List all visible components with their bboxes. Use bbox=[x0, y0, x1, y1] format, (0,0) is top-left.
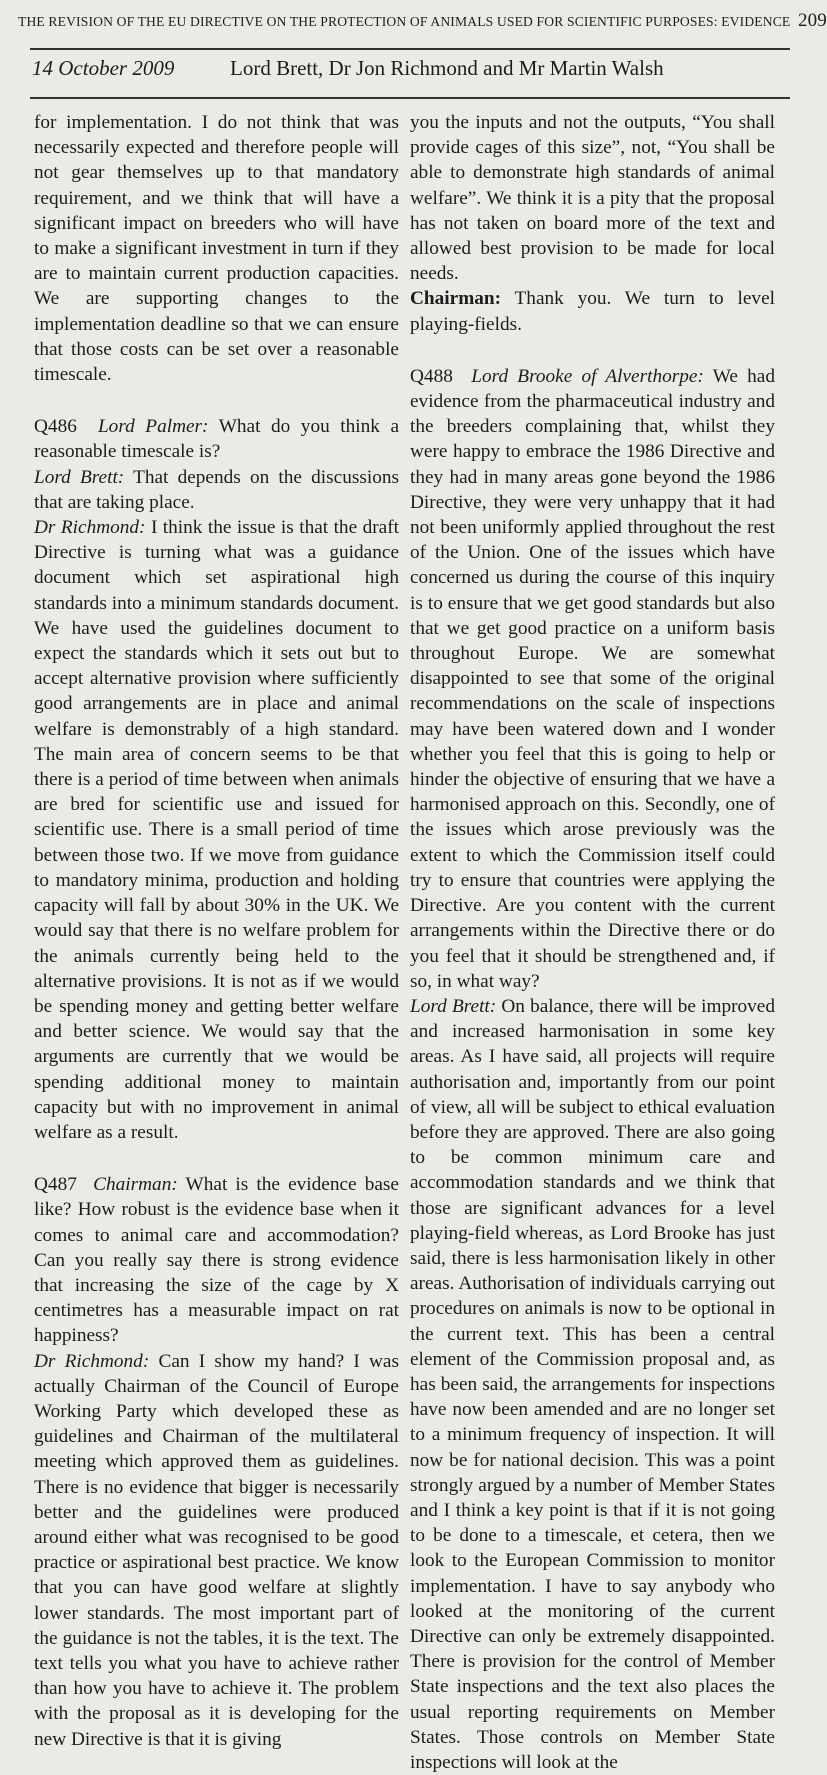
paragraph-text: That depends on the discussions that are taking place. bbox=[34, 466, 399, 513]
left-column bbox=[34, 110, 399, 1752]
witness-names: Lord Brett, Dr Jon Richmond and Mr Martin Walsh bbox=[230, 56, 664, 80]
session-date: 14 October 2009 bbox=[32, 56, 175, 80]
paragraph-text: I think the issue is that the draft Directive is turning what was a guidance document which set aspirational high standards into a minimum standards document. We have used the guidelines document to expect the standards which it sets out but to accept alternative provision where sufficiently good arrangements are in place and animal welfare is demonstrably of a high standard. The main area of concern seems to be that there is a period of time between when animals are bred for scientific use and issued for scientific use. There is a small period of time between those two. If we move from guidance to mandatory minima, production and holding capacity will fall by about 30% in the UK. We would say that there is no welfare problem for the animals currently being held to the alternative provisions. It is not as if we would be spending money and getting better welfare and better science. We would say that the arguments are currently that we would be spending additional money to maintain capacity but with no improvement in animal welfare as a result. bbox=[34, 517, 399, 1143]
paragraph-text: you the inputs and not the outputs, “You shall provide cages of this size”, not, “You shall be able to demonstrate high standards of animal welfare”. We think it is a pity that the proposal has not taken on board more of the text and allowed best provision to be made for local needs. bbox=[410, 112, 775, 285]
answer bbox=[34, 515, 399, 1145]
speaker: Dr Richmond: bbox=[34, 517, 146, 539]
question-488 bbox=[410, 364, 775, 994]
question-number: Q486 bbox=[34, 416, 77, 438]
paragraph bbox=[34, 110, 399, 387]
paragraph-text: What is the evidence base like? How robust is the evidence base when it comes to animal care and accommodation? Can you really say there is strong evidence that increasing the size of the cage by X centimetres has a measurable impact on rat happiness? bbox=[34, 1174, 399, 1347]
answer bbox=[34, 465, 399, 515]
header-rule-bottom bbox=[30, 97, 790, 99]
question-number: Q487 bbox=[34, 1174, 77, 1196]
speaker: Chairman: bbox=[410, 288, 502, 310]
paragraph-text: On balance, there will be improved and increased harmonisation in some key areas. As I have said, all projects will require authorisation and, importantly from our point of view, all will be subject to ethical evaluation before they are approved. There are also going to be common minimum care and accommodation standards and we think that those are significant advances for a level playing-field whereas, as Lord Brooke has just said, there is less harmonisation likely in other areas. Authorisation of individuals carrying out procedures on animals is now to be optional in the current text. This has been a central element of the Commission proposal and, as has been said, the arrangements for inspections have now been amended and are no longer set to a minimum frequency of inspection. It will now be for national decision. This was a point strongly argued by a number of Member States and I think a key point is that if it is not going to be done to a timescale, et cetera, then we look to the European Commission to monitor implementation. I have to say anybody who looked at the monitoring of the current Directive can only be extremely disappointed. There is provision for the control of Member State inspections and the text also places the usual reporting requirements on Member States. Those controls on Member State inspections will look at the bbox=[410, 995, 775, 1773]
chairman-remark bbox=[410, 286, 775, 336]
paragraph-text: We had evidence from the pharmaceutical industry and the breeders complaining that, whilst they were happy to embrace the 1986 Directive and they had in many areas gone beyond the 1986 Directive, they were very unhappy that it had not been uniformly applied throughout the rest of the Union. One of the issues which have concerned us during the course of this inquiry is to ensure that we get good standards but also that we get good practice on a uniform basis throughout Europe. We are somewhat disappointed to see that some of the original recommendations on the scale of inspections may have been watered down and I wonder whether you feel that this is going to help or hinder the objective of ensuring that we have a harmonised approach on this. Secondly, one of the issues which arose previously was the extent to which the Commission itself could try to ensure that countries were applying the Directive. Are you content with the current arrangements within the Directive there or do you feel that it should be strengthened and, if so, in what way? bbox=[410, 365, 775, 992]
speaker: Lord Brooke of Alverthorpe: bbox=[471, 365, 704, 387]
speaker: Lord Palmer: bbox=[97, 416, 209, 438]
paragraph-text: What do you think a reasonable timescale is? bbox=[34, 416, 400, 463]
speaker: Lord Brett: bbox=[410, 995, 497, 1017]
right-column bbox=[410, 110, 775, 1775]
answer bbox=[34, 1349, 399, 1752]
page-number: 209 bbox=[797, 10, 827, 31]
paragraph-text: Can I show my hand? I was actually Chairman of the Council of Europe Working Party which developed these as guidelines and Chairman of the multilateral meeting which approved them as guidelines. There is no evidence that bigger is necessarily better and the guidelines were produced around either what was recognised to be good practice or aspirational best practice. We know that you can have good welfare at slightly lower standards. The most important part of the guidance is not the tables, it is the text. The text tells you what you have to achieve rather than how you have to achieve it. The problem with the proposal as it is developing for the new Directive is that it is giving bbox=[34, 1350, 399, 1750]
paragraph bbox=[410, 110, 775, 286]
running-title: THE REVISION OF THE EU DIRECTIVE ON THE PROTECTION OF ANIMALS USED FOR SCIENTIFIC PURPOSES: EVIDENCE bbox=[18, 14, 791, 29]
answer bbox=[410, 994, 775, 1775]
running-head bbox=[18, 10, 827, 32]
question-486 bbox=[34, 414, 399, 464]
speaker: Dr Richmond: bbox=[34, 1350, 150, 1372]
speaker: Chairman: bbox=[93, 1174, 178, 1196]
question-487 bbox=[34, 1172, 399, 1348]
paragraph-text: Thank you. We turn to level playing-fields. bbox=[410, 288, 775, 335]
speaker: Lord Brett: bbox=[34, 466, 125, 488]
paragraph-text: for implementation. I do not think that was necessarily expected and therefore people will not gear themselves up to that mandatory requirement, and we think that will have a significant impact on breeders who will have to make a significant investment in turn if they are to maintain current production capacities. We are supporting changes to the implementation deadline so that we can ensure that those costs can be set over a reasonable timescale. bbox=[34, 112, 399, 386]
header-rule-top bbox=[30, 48, 790, 50]
question-number: Q488 bbox=[410, 365, 453, 387]
